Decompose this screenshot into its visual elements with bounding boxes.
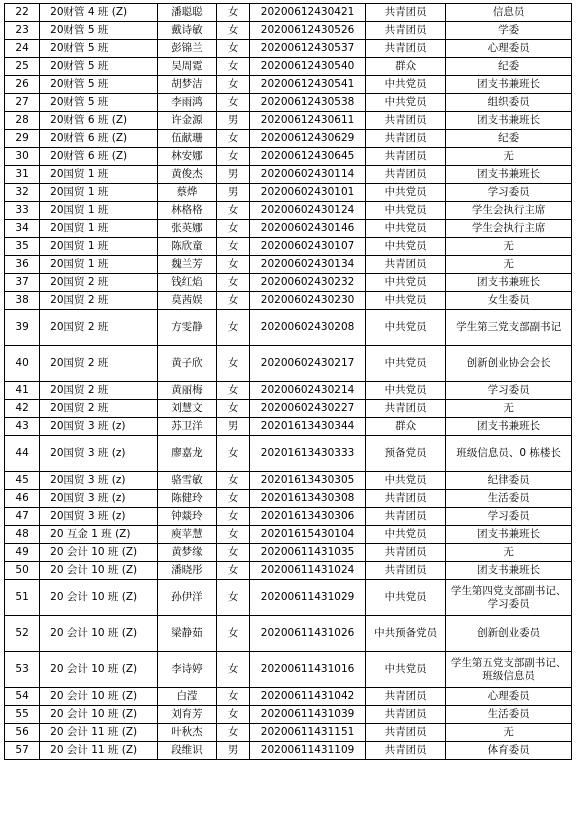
class-name-cell: 20财管 5 班 <box>40 94 158 112</box>
student-name-cell: 潘聪聪 <box>157 4 216 22</box>
student-id-cell: 20200611431035 <box>250 544 366 562</box>
political-status-cell: 中共党员 <box>365 94 445 112</box>
student-id-cell: 20200602430230 <box>250 292 366 310</box>
class-name-cell: 20 会计 10 班 (Z) <box>40 562 158 580</box>
class-name-cell: 20 会计 10 班 (Z) <box>40 580 158 616</box>
student-name-cell: 段维识 <box>157 742 216 760</box>
class-name-cell: 20财管 5 班 <box>40 40 158 58</box>
table-row <box>5 562 572 580</box>
table-row <box>5 148 572 166</box>
student-id-cell: 20200602430217 <box>250 346 366 382</box>
class-name-cell: 20 会计 11 班 (Z) <box>40 742 158 760</box>
student-id-cell: 20200611431026 <box>250 616 366 652</box>
class-name-cell: 20国贸 3 班 (z) <box>40 472 158 490</box>
table-row <box>5 706 572 724</box>
table-row <box>5 238 572 256</box>
role-cell: 创新创业委员 <box>446 616 572 652</box>
political-status-cell: 共青团员 <box>365 742 445 760</box>
political-status-cell: 共青团员 <box>365 508 445 526</box>
gender-cell: 女 <box>217 382 250 400</box>
row-number-cell: 28 <box>5 112 40 130</box>
political-status-cell: 共青团员 <box>365 148 445 166</box>
student-id-cell: 20200612430611 <box>250 112 366 130</box>
class-name-cell: 20国贸 2 班 <box>40 274 158 292</box>
role-cell: 团支书兼班长 <box>446 526 572 544</box>
role-cell: 生活委员 <box>446 490 572 508</box>
row-number-cell: 55 <box>5 706 40 724</box>
student-id-cell: 20201613430306 <box>250 508 366 526</box>
row-number-cell: 26 <box>5 76 40 94</box>
gender-cell: 女 <box>217 562 250 580</box>
student-table-body <box>5 4 572 760</box>
class-name-cell: 20国贸 1 班 <box>40 238 158 256</box>
gender-cell: 女 <box>217 22 250 40</box>
gender-cell: 女 <box>217 58 250 76</box>
student-name-cell: 刘育芳 <box>157 706 216 724</box>
student-name-cell: 叶秋杰 <box>157 724 216 742</box>
political-status-cell: 中共党员 <box>365 472 445 490</box>
role-cell: 班级信息员、0 栋楼长 <box>446 436 572 472</box>
role-cell: 心理委员 <box>446 688 572 706</box>
row-number-cell: 37 <box>5 274 40 292</box>
table-row <box>5 4 572 22</box>
table-row <box>5 580 572 616</box>
gender-cell: 女 <box>217 724 250 742</box>
class-name-cell: 20国贸 3 班 (z) <box>40 490 158 508</box>
table-row <box>5 310 572 346</box>
table-row <box>5 652 572 688</box>
table-row <box>5 472 572 490</box>
student-id-cell: 20200602430134 <box>250 256 366 274</box>
political-status-cell: 共青团员 <box>365 40 445 58</box>
row-number-cell: 44 <box>5 436 40 472</box>
gender-cell: 男 <box>217 166 250 184</box>
class-name-cell: 20 会计 10 班 (Z) <box>40 616 158 652</box>
student-id-cell: 20200612430645 <box>250 148 366 166</box>
student-id-cell: 20200612430538 <box>250 94 366 112</box>
gender-cell: 男 <box>217 184 250 202</box>
table-row <box>5 418 572 436</box>
student-id-cell: 20200612430629 <box>250 130 366 148</box>
student-name-cell: 张英娜 <box>157 220 216 238</box>
row-number-cell: 57 <box>5 742 40 760</box>
row-number-cell: 43 <box>5 418 40 436</box>
table-row <box>5 382 572 400</box>
gender-cell: 女 <box>217 76 250 94</box>
row-number-cell: 47 <box>5 508 40 526</box>
gender-cell: 女 <box>217 706 250 724</box>
student-id-cell: 20200602430214 <box>250 382 366 400</box>
student-id-cell: 20201613430308 <box>250 490 366 508</box>
student-id-cell: 20200612430541 <box>250 76 366 94</box>
row-number-cell: 39 <box>5 310 40 346</box>
student-name-cell: 胡梦洁 <box>157 76 216 94</box>
gender-cell: 女 <box>217 256 250 274</box>
row-number-cell: 32 <box>5 184 40 202</box>
student-name-cell: 钟燚玲 <box>157 508 216 526</box>
student-name-cell: 孙伊洋 <box>157 580 216 616</box>
student-name-cell: 黄子欣 <box>157 346 216 382</box>
row-number-cell: 56 <box>5 724 40 742</box>
class-name-cell: 20国贸 3 班 (z) <box>40 508 158 526</box>
political-status-cell: 共青团员 <box>365 4 445 22</box>
row-number-cell: 54 <box>5 688 40 706</box>
political-status-cell: 中共党员 <box>365 238 445 256</box>
class-name-cell: 20 会计 10 班 (Z) <box>40 706 158 724</box>
class-name-cell: 20财管 5 班 <box>40 76 158 94</box>
class-name-cell: 20国贸 1 班 <box>40 220 158 238</box>
political-status-cell: 共青团员 <box>365 724 445 742</box>
row-number-cell: 53 <box>5 652 40 688</box>
gender-cell: 女 <box>217 472 250 490</box>
role-cell: 学委 <box>446 22 572 40</box>
student-name-cell: 苏卫洋 <box>157 418 216 436</box>
student-name-cell: 白滢 <box>157 688 216 706</box>
row-number-cell: 49 <box>5 544 40 562</box>
political-status-cell: 中共党员 <box>365 580 445 616</box>
class-name-cell: 20国贸 2 班 <box>40 310 158 346</box>
political-status-cell: 中共党员 <box>365 184 445 202</box>
political-status-cell: 中共党员 <box>365 76 445 94</box>
gender-cell: 女 <box>217 616 250 652</box>
political-status-cell: 共青团员 <box>365 706 445 724</box>
student-name-cell: 庾苹慧 <box>157 526 216 544</box>
row-number-cell: 36 <box>5 256 40 274</box>
table-row <box>5 508 572 526</box>
student-name-cell: 许金源 <box>157 112 216 130</box>
row-number-cell: 31 <box>5 166 40 184</box>
political-status-cell: 群众 <box>365 58 445 76</box>
table-row <box>5 616 572 652</box>
class-name-cell: 20 互金 1 班 (Z) <box>40 526 158 544</box>
class-name-cell: 20国贸 2 班 <box>40 346 158 382</box>
gender-cell: 女 <box>217 688 250 706</box>
gender-cell: 女 <box>217 580 250 616</box>
class-name-cell: 20国贸 2 班 <box>40 382 158 400</box>
student-id-cell: 20200612430540 <box>250 58 366 76</box>
role-cell: 学生第五党支部副书记、班级信息员 <box>446 652 572 688</box>
role-cell: 学习委员 <box>446 184 572 202</box>
class-name-cell: 20 会计 10 班 (Z) <box>40 652 158 688</box>
student-name-cell: 梁静茹 <box>157 616 216 652</box>
student-id-cell: 20200602430227 <box>250 400 366 418</box>
student-name-cell: 黄梦缘 <box>157 544 216 562</box>
student-name-cell: 黄俊杰 <box>157 166 216 184</box>
student-table <box>4 3 572 760</box>
role-cell: 学生第四党支部副书记、学习委员 <box>446 580 572 616</box>
role-cell: 组织委员 <box>446 94 572 112</box>
student-id-cell: 20200602430107 <box>250 238 366 256</box>
row-number-cell: 42 <box>5 400 40 418</box>
class-name-cell: 20国贸 2 班 <box>40 292 158 310</box>
student-name-cell: 李雨鸿 <box>157 94 216 112</box>
class-name-cell: 20国贸 1 班 <box>40 256 158 274</box>
gender-cell: 女 <box>217 4 250 22</box>
role-cell: 学习委员 <box>446 508 572 526</box>
row-number-cell: 46 <box>5 490 40 508</box>
row-number-cell: 41 <box>5 382 40 400</box>
table-row <box>5 688 572 706</box>
gender-cell: 女 <box>217 346 250 382</box>
table-row <box>5 526 572 544</box>
political-status-cell: 共青团员 <box>365 112 445 130</box>
student-name-cell: 林安娜 <box>157 148 216 166</box>
row-number-cell: 35 <box>5 238 40 256</box>
gender-cell: 女 <box>217 292 250 310</box>
political-status-cell: 共青团员 <box>365 562 445 580</box>
student-id-cell: 20200611431024 <box>250 562 366 580</box>
table-row <box>5 292 572 310</box>
student-name-cell: 林格格 <box>157 202 216 220</box>
role-cell: 无 <box>446 148 572 166</box>
row-number-cell: 52 <box>5 616 40 652</box>
gender-cell: 女 <box>217 652 250 688</box>
student-id-cell: 20200602430208 <box>250 310 366 346</box>
role-cell: 学生会执行主席 <box>446 220 572 238</box>
student-id-cell: 20200602430101 <box>250 184 366 202</box>
table-row <box>5 184 572 202</box>
student-id-cell: 20201613430305 <box>250 472 366 490</box>
class-name-cell: 20国贸 2 班 <box>40 400 158 418</box>
role-cell: 团支书兼班长 <box>446 274 572 292</box>
political-status-cell: 中共党员 <box>365 526 445 544</box>
political-status-cell: 共青团员 <box>365 256 445 274</box>
role-cell: 无 <box>446 238 572 256</box>
student-name-cell: 伍献珊 <box>157 130 216 148</box>
student-id-cell: 20200612430537 <box>250 40 366 58</box>
class-name-cell: 20财管 6 班 (Z) <box>40 148 158 166</box>
gender-cell: 女 <box>217 508 250 526</box>
gender-cell: 女 <box>217 490 250 508</box>
class-name-cell: 20财管 6 班 (Z) <box>40 130 158 148</box>
class-name-cell: 20 会计 10 班 (Z) <box>40 688 158 706</box>
gender-cell: 女 <box>217 148 250 166</box>
political-status-cell: 中共党员 <box>365 274 445 292</box>
gender-cell: 男 <box>217 742 250 760</box>
row-number-cell: 34 <box>5 220 40 238</box>
role-cell: 团支书兼班长 <box>446 112 572 130</box>
student-name-cell: 方雯静 <box>157 310 216 346</box>
student-id-cell: 20200602430232 <box>250 274 366 292</box>
gender-cell: 女 <box>217 94 250 112</box>
table-row <box>5 436 572 472</box>
political-status-cell: 中共党员 <box>365 202 445 220</box>
table-row <box>5 94 572 112</box>
table-row <box>5 130 572 148</box>
student-id-cell: 20200611431042 <box>250 688 366 706</box>
student-name-cell: 吴周霓 <box>157 58 216 76</box>
political-status-cell: 预备党员 <box>365 436 445 472</box>
row-number-cell: 45 <box>5 472 40 490</box>
table-row <box>5 58 572 76</box>
role-cell: 信息员 <box>446 4 572 22</box>
row-number-cell: 23 <box>5 22 40 40</box>
gender-cell: 女 <box>217 274 250 292</box>
political-status-cell: 共青团员 <box>365 688 445 706</box>
role-cell: 纪委 <box>446 58 572 76</box>
student-name-cell: 李诗婷 <box>157 652 216 688</box>
gender-cell: 男 <box>217 112 250 130</box>
role-cell: 学习委员 <box>446 382 572 400</box>
class-name-cell: 20国贸 1 班 <box>40 166 158 184</box>
political-status-cell: 中共预备党员 <box>365 616 445 652</box>
role-cell: 学生第三党支部副书记 <box>446 310 572 346</box>
gender-cell: 女 <box>217 310 250 346</box>
row-number-cell: 48 <box>5 526 40 544</box>
class-name-cell: 20 会计 10 班 (Z) <box>40 544 158 562</box>
political-status-cell: 共青团员 <box>365 130 445 148</box>
row-number-cell: 51 <box>5 580 40 616</box>
class-name-cell: 20国贸 3 班 (z) <box>40 436 158 472</box>
political-status-cell: 群众 <box>365 418 445 436</box>
row-number-cell: 27 <box>5 94 40 112</box>
table-row <box>5 40 572 58</box>
student-name-cell: 骆雪敏 <box>157 472 216 490</box>
gender-cell: 女 <box>217 238 250 256</box>
student-id-cell: 20200612430526 <box>250 22 366 40</box>
role-cell: 生活委员 <box>446 706 572 724</box>
row-number-cell: 22 <box>5 4 40 22</box>
table-row <box>5 256 572 274</box>
student-name-cell: 戴诗敏 <box>157 22 216 40</box>
student-name-cell: 陈欣童 <box>157 238 216 256</box>
table-row <box>5 166 572 184</box>
student-id-cell: 20200611431109 <box>250 742 366 760</box>
row-number-cell: 29 <box>5 130 40 148</box>
table-row <box>5 400 572 418</box>
row-number-cell: 33 <box>5 202 40 220</box>
row-number-cell: 30 <box>5 148 40 166</box>
political-status-cell: 共青团员 <box>365 400 445 418</box>
row-number-cell: 24 <box>5 40 40 58</box>
table-row <box>5 490 572 508</box>
political-status-cell: 中共党员 <box>365 220 445 238</box>
gender-cell: 女 <box>217 202 250 220</box>
class-name-cell: 20国贸 1 班 <box>40 184 158 202</box>
political-status-cell: 中共党员 <box>365 292 445 310</box>
gender-cell: 男 <box>217 418 250 436</box>
gender-cell: 女 <box>217 526 250 544</box>
student-id-cell: 20200611431151 <box>250 724 366 742</box>
political-status-cell: 中共党员 <box>365 382 445 400</box>
gender-cell: 女 <box>217 400 250 418</box>
gender-cell: 女 <box>217 436 250 472</box>
role-cell: 团支书兼班长 <box>446 418 572 436</box>
student-name-cell: 魏兰芳 <box>157 256 216 274</box>
gender-cell: 女 <box>217 130 250 148</box>
student-id-cell: 20201613430333 <box>250 436 366 472</box>
class-name-cell: 20国贸 3 班 (z) <box>40 418 158 436</box>
row-number-cell: 25 <box>5 58 40 76</box>
student-id-cell: 20200611431039 <box>250 706 366 724</box>
student-id-cell: 20200612430421 <box>250 4 366 22</box>
student-id-cell: 20201615430104 <box>250 526 366 544</box>
political-status-cell: 共青团员 <box>365 490 445 508</box>
student-name-cell: 陈健玲 <box>157 490 216 508</box>
role-cell: 团支书兼班长 <box>446 562 572 580</box>
class-name-cell: 20财管 5 班 <box>40 58 158 76</box>
gender-cell: 女 <box>217 220 250 238</box>
class-name-cell: 20 会计 11 班 (Z) <box>40 724 158 742</box>
role-cell: 学生会执行主席 <box>446 202 572 220</box>
class-name-cell: 20国贸 1 班 <box>40 202 158 220</box>
role-cell: 无 <box>446 544 572 562</box>
table-row <box>5 112 572 130</box>
table-row <box>5 76 572 94</box>
student-id-cell: 20200611431029 <box>250 580 366 616</box>
role-cell: 无 <box>446 400 572 418</box>
role-cell: 创新创业协会会长 <box>446 346 572 382</box>
political-status-cell: 共青团员 <box>365 166 445 184</box>
table-row <box>5 544 572 562</box>
student-id-cell: 20200602430114 <box>250 166 366 184</box>
student-name-cell: 潘晓彤 <box>157 562 216 580</box>
role-cell: 女生委员 <box>446 292 572 310</box>
row-number-cell: 50 <box>5 562 40 580</box>
student-id-cell: 20200602430124 <box>250 202 366 220</box>
student-name-cell: 刘慧文 <box>157 400 216 418</box>
table-row <box>5 220 572 238</box>
political-status-cell: 共青团员 <box>365 544 445 562</box>
gender-cell: 女 <box>217 544 250 562</box>
role-cell: 体育委员 <box>446 742 572 760</box>
class-name-cell: 20财管 4 班 (Z) <box>40 4 158 22</box>
student-id-cell: 20200611431016 <box>250 652 366 688</box>
student-name-cell: 钱红焰 <box>157 274 216 292</box>
gender-cell: 女 <box>217 40 250 58</box>
student-id-cell: 20200602430146 <box>250 220 366 238</box>
student-id-cell: 20201613430344 <box>250 418 366 436</box>
table-row <box>5 202 572 220</box>
table-row <box>5 346 572 382</box>
student-name-cell: 彭锦兰 <box>157 40 216 58</box>
role-cell: 纪委 <box>446 130 572 148</box>
table-row <box>5 742 572 760</box>
student-name-cell: 黄丽梅 <box>157 382 216 400</box>
student-name-cell: 蔡烨 <box>157 184 216 202</box>
political-status-cell: 共青团员 <box>365 22 445 40</box>
student-name-cell: 莫茜娱 <box>157 292 216 310</box>
table-row <box>5 274 572 292</box>
student-name-cell: 廖嘉龙 <box>157 436 216 472</box>
role-cell: 无 <box>446 256 572 274</box>
role-cell: 无 <box>446 724 572 742</box>
table-row <box>5 22 572 40</box>
political-status-cell: 中共党员 <box>365 346 445 382</box>
role-cell: 团支书兼班长 <box>446 76 572 94</box>
class-name-cell: 20财管 6 班 (Z) <box>40 112 158 130</box>
class-name-cell: 20财管 5 班 <box>40 22 158 40</box>
role-cell: 团支书兼班长 <box>446 166 572 184</box>
row-number-cell: 40 <box>5 346 40 382</box>
role-cell: 心理委员 <box>446 40 572 58</box>
row-number-cell: 38 <box>5 292 40 310</box>
political-status-cell: 中共党员 <box>365 652 445 688</box>
political-status-cell: 中共党员 <box>365 310 445 346</box>
role-cell: 纪律委员 <box>446 472 572 490</box>
table-row <box>5 724 572 742</box>
